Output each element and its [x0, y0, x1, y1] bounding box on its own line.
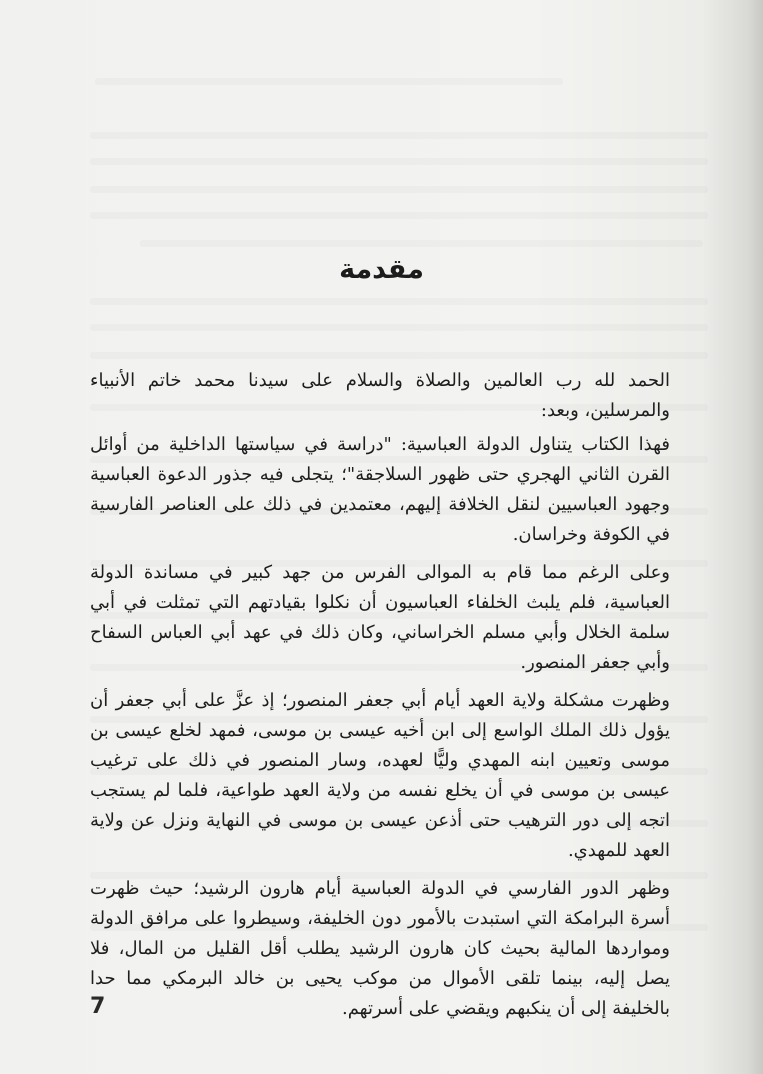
show-through-line — [95, 78, 563, 85]
paragraph-1: فهذا الكتاب يتناول الدولة العباسية: "دراسة في سياستها الداخلية من أوائل القرن الثاني الهجري حتى ظهور السلاجقة"؛ يتجلى فيه جذور الدعوة العباسية وجهود العباسيين لنقل الخلافة إليهم، معتمدين في ذلك على العناصر الفارسية في الكوفة وخراسان. — [90, 434, 670, 545]
show-through-line — [90, 132, 708, 139]
paragraph-4: وظهر الدور الفارسي في الدولة العباسية أيام هارون الرشيد؛ حيث ظهرت أسرة البرامكة التي استبدت بالأمور دون الخليفة، وسيطروا على مرافق الدولة ومواردها المالية بحيث كان هارون الرشيد يطلب أقل القليل من المال، فلا يصل إليه، بينما تلقى الأموال من موكب يحيى بن خالد البرمكي مما حدا بالخليفة إلى أن ينكبهم ويقضي على أسرتهم. — [90, 878, 670, 1019]
show-through-line — [90, 324, 708, 331]
show-through-line — [90, 158, 708, 165]
page-number: 7 — [90, 994, 106, 1019]
paragraph-opening: الحمد لله رب العالمين والصلاة والسلام على سيدنا محمد خاتم الأنبياء والمرسلين، وبعد: — [90, 370, 670, 421]
paragraph-3: وظهرت مشكلة ولاية العهد أيام أبي جعفر المنصور؛ إذ عزَّ على أبي جعفر أن يؤول ذلك الملك الواسع إلى ابن أخيه عيسى بن موسى، فمهد لخلع عيسى بن موسى وتعيين ابنه المهدي وليًّا لعهده، وسار المنصور في ذلك على ترغيب عيسى بن موسى في أن يخلع نفسه من ولاية العهد طواعية، فلما لم يستجب اتجه إلى دور الترهيب حتى أذعن عيسى بن موسى في النهاية ونزل عن ولاية العهد للمهدي. — [90, 690, 670, 861]
chapter-heading: مقدمة — [339, 254, 424, 285]
show-through-line — [90, 212, 708, 219]
paragraph-2: وعلى الرغم مما قام به الموالى الفرس من جهد كبير في مساندة الدولة العباسية، فلم يلبث الخلفاء العباسيون أن نكلوا بقيادتهم التي تمثلت في أبي سلمة الخلال وأبي مسلم الخراساني، وكان ذلك في عهد أبي العباس السفاح وأبي جعفر المنصور. — [90, 562, 670, 673]
body-text — [90, 366, 670, 1032]
show-through-line — [90, 298, 708, 305]
show-through-line — [140, 240, 703, 247]
show-through-line — [90, 352, 708, 359]
show-through-line — [90, 186, 708, 193]
